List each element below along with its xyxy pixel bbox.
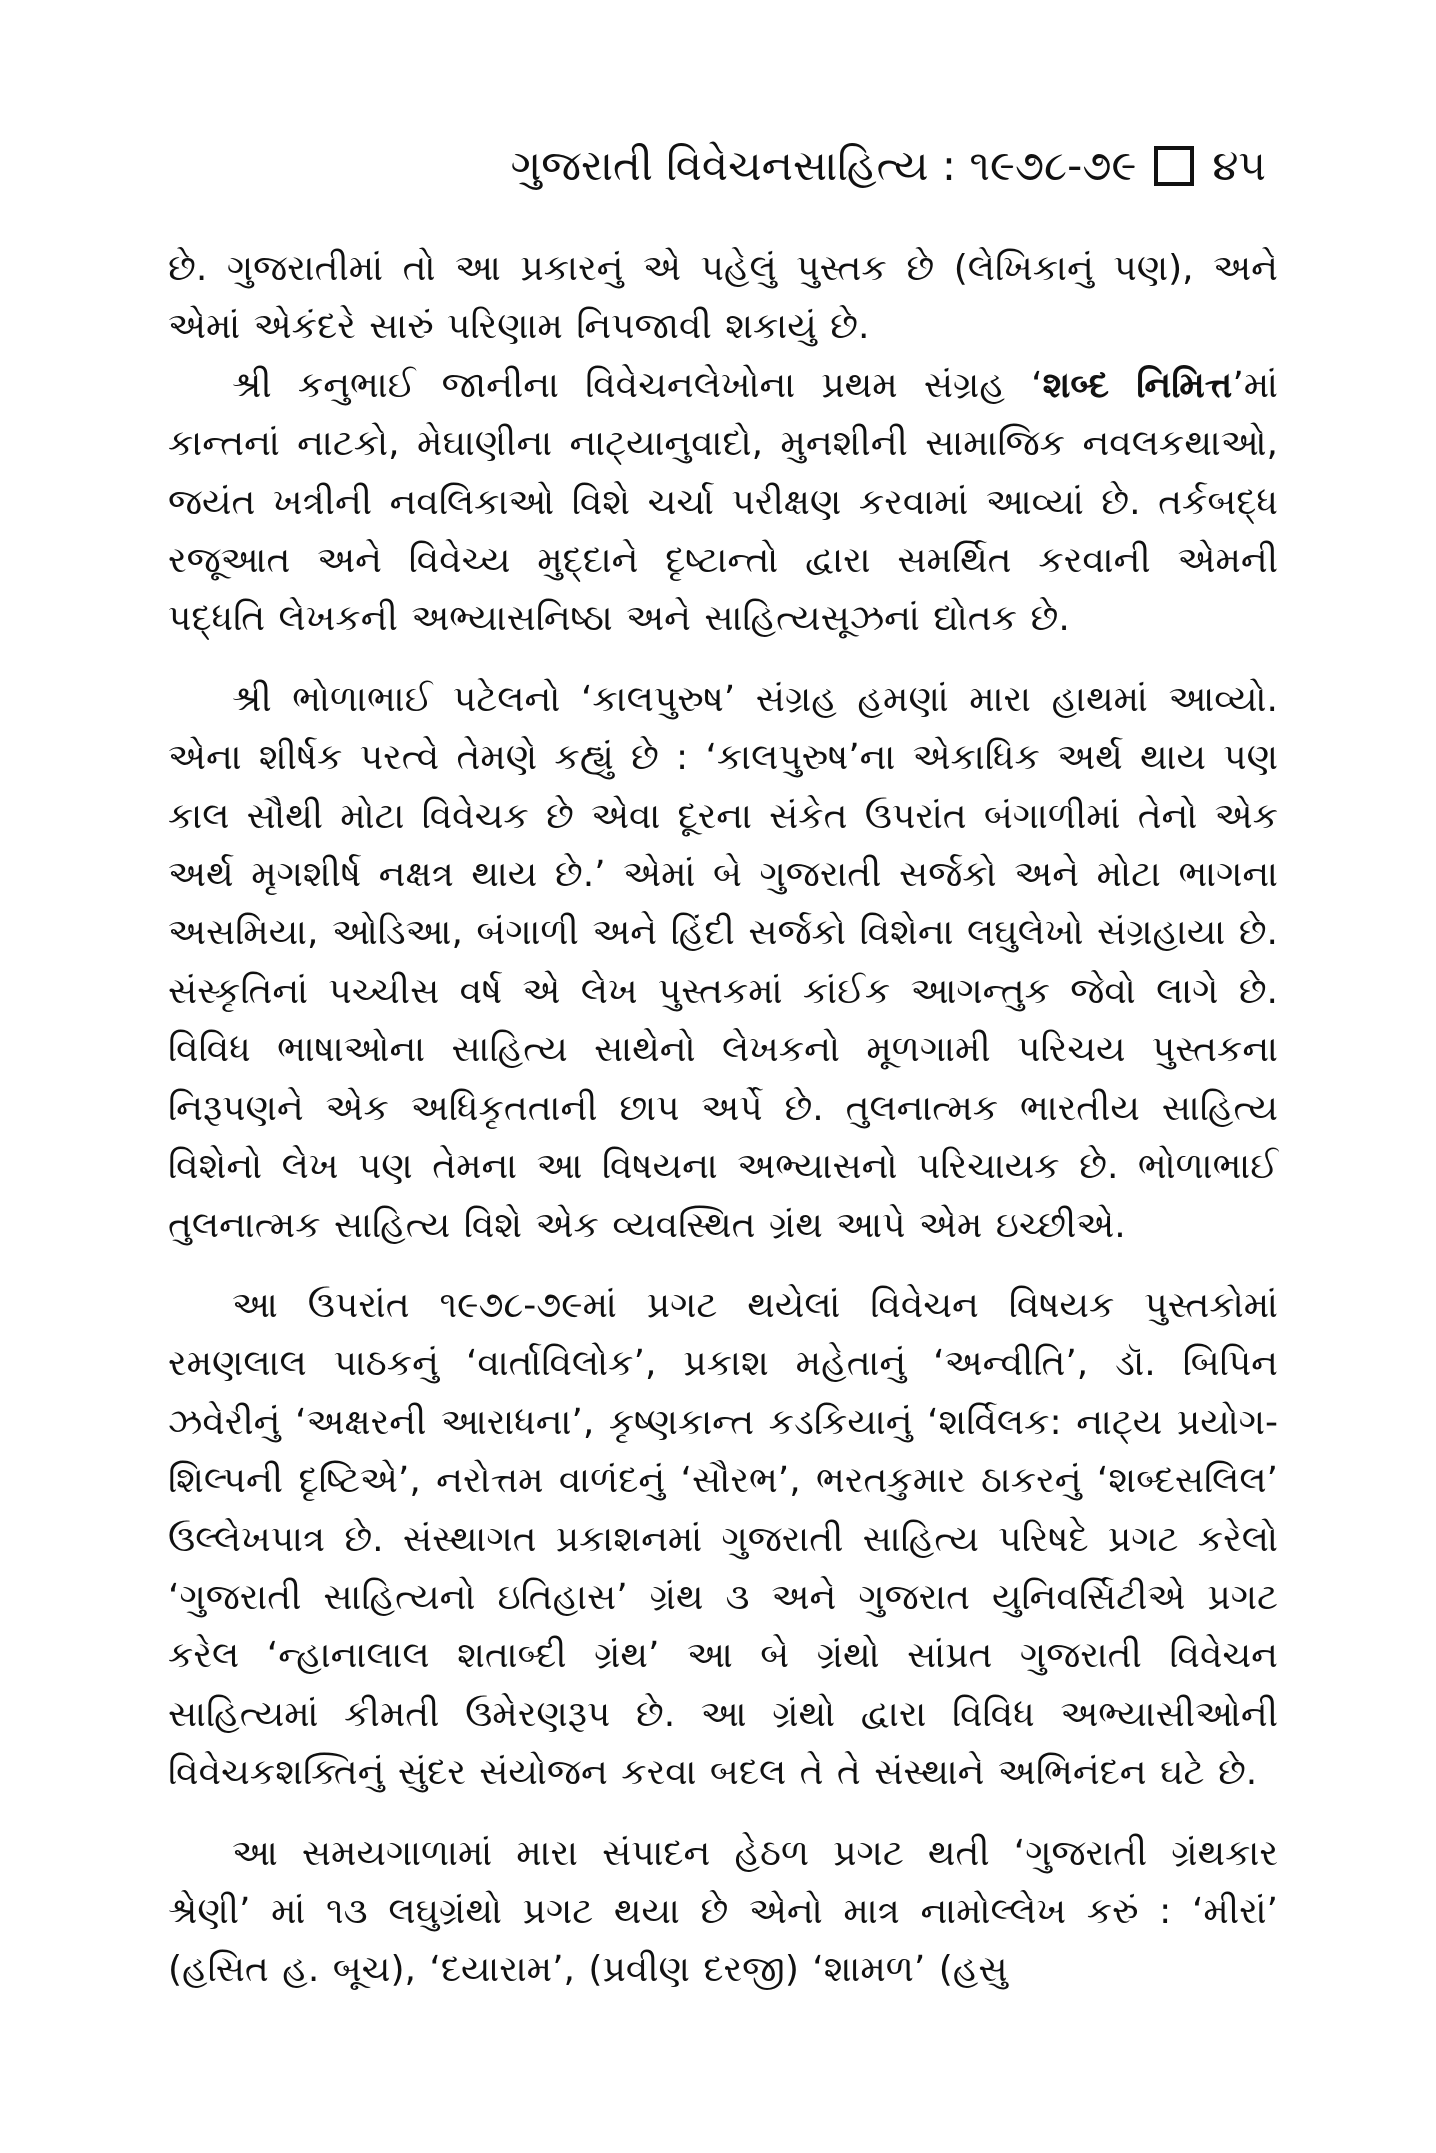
paragraph-4: આ ઉપરાંત ૧૯૭૮-૭૯માં પ્રગટ થયેલાં વિવેચન વિષયક પુસ્તકોમાં રમણલાલ પાઠકનું ‘વાર્તાવિલોક’, પ્રકાશ મહેતાનું ‘અન્વીતિ’, ડૉ. બિપિન ઝવેરીનું ‘અક્ષરની આરાધના’, કૃષ્ણકાન્ત કડકિયાનું ‘શર્વિલક: નાટ્ય પ્રયોગ-શિલ્પની દૃષ્ટિએ’, નરોત્તમ વાળંદનું ‘સૌરભ’, ભરતકુમાર ઠાકરનું ‘શબ્દસલિલ’ ઉલ્લેખપાત્ર છે. સંસ્થાગત પ્રકાશનમાં ગુજરાતી સાહિત્ય પરિષદે પ્રગટ કરેલો ‘ગુજરાતી સાહિત્યનો ઇતિહાસ’ ગ્રંથ ૩ અને ગુજરાત યુનિવર્સિટીએ પ્રગટ કરેલ ‘ન્હાનાલાલ શતાબ્દી ગ્રંથ’ આ બે ગ્રંથો સાંપ્રત ગુજરાતી વિવેચન સાહિત્યમાં કીમતી ઉમેરણરૂપ છે. આ ગ્રંથો દ્વારા વિવિધ અભ્યાસીઓની વિવેચકશક્તિનું સુંદર સંયોજન કરવા બદલ તે તે સંસ્થાને અભિનંદન ઘટે છે.	[168, 1284, 1278, 1794]
paragraph-gap	[168, 1255, 1278, 1277]
square-ornament-icon	[1154, 146, 1194, 186]
paragraph-gap	[168, 1803, 1278, 1825]
paragraph-2-text-after: ’માં કાન્તનાં નાટકો, મેઘાણીના નાટ્યાનુવાદો, મુનશીની સામાજિક નવલકથાઓ, જયંત ખત્રીની નવલિકાઓ વિશે ચર્ચા પરીક્ષણ કરવામાં આવ્યાં છે. તર્કબદ્ધ રજૂઆત અને વિવેચ્ય મુદ્દાને દૃષ્ટાન્તો દ્વારા સમર્થિત કરવાની એમની પદ્ધતિ લેખકની અભ્યાસનિષ્ઠા અને સાહિત્યસૂઝનાં દ્યોતક છે.	[168, 364, 1278, 640]
paragraph-2-text-before: શ્રી કનુભાઈ જાનીના વિવેચનલેખોના પ્રથમ સંગ્રહ ‘	[232, 364, 1043, 406]
paragraph-gap	[168, 649, 1278, 671]
running-title: ગુજરાતી વિવેચનસાહિત્ય : ૧૯૭૮-૭૯	[510, 141, 1137, 190]
paragraph-1: છે. ગુજરાતીમાં તો આ પ્રકારનું એ પહેલું પુસ્તક છે (લેખિકાનું પણ), અને એમાં એકંદરે સારું પરિણામ નિપજાવી શકાયું છે.	[168, 248, 1278, 348]
paragraph-2	[168, 357, 1278, 649]
page-number: ૪૫	[1212, 141, 1266, 190]
book-title-shabda-nimitta: શબ્દ નિમિત્ત	[1042, 364, 1233, 406]
body-text	[168, 240, 1278, 2000]
paragraph-3: શ્રી ભોળાભાઈ પટેલનો ‘કાલપુરુષ’ સંગ્રહ હમણાં મારા હાથમાં આવ્યો. એના શીર્ષક પરત્વે તેમણે કહ્યું છે : ‘કાલપુરુષ’ના એકાધિક અર્થ થાય પણ કાલ સૌથી મોટા વિવેચક છે એવા દૂરના સંકેત ઉપરાંત બંગાળીમાં તેનો એક અર્થ મૃગશીર્ષ નક્ષત્ર થાય છે.’ એમાં બે ગુજરાતી સર્જકો અને મોટા ભાગના અસમિયા, ઓડિઆ, બંગાળી અને હિંદી સર્જકો વિશેના લઘુલેખો સંગ્રહાયા છે. સંસ્કૃતિનાં પચ્ચીસ વર્ષ એ લેખ પુસ્તકમાં કાંઈક આગન્તુક જેવો લાગે છે. વિવિધ ભાષાઓના સાહિત્ય સાથેનો લેખકનો મૂળગામી પરિચય પુસ્તકના નિરૂપણને એક અધિકૃતતાની છાપ અર્પે છે. તુલનાત્મક ભારતીય સાહિત્ય વિશેનો લેખ પણ તેમના આ વિષયના અભ્યાસનો પરિચાયક છે. ભોળાભાઈ તુલનાત્મક સાહિત્ય વિશે એક વ્યવસ્થિત ગ્રંથ આપે એમ ઇચ્છીએ.	[168, 678, 1278, 1246]
running-header	[511, 138, 1266, 194]
paragraph-5: આ સમયગાળામાં મારા સંપાદન હેઠળ પ્રગટ થતી ‘ગુજરાતી ગ્રંથકાર શ્રેણી’ માં ૧૩ લઘુગ્રંથો પ્રગટ થયા છે એનો માત્ર નામોલ્લેખ કરું : ‘મીરાં’ (હસિત હ. બૂચ), ‘દયારામ’, (પ્રવીણ દરજી) ‘શામળ’ (હસુ	[168, 1832, 1278, 1991]
